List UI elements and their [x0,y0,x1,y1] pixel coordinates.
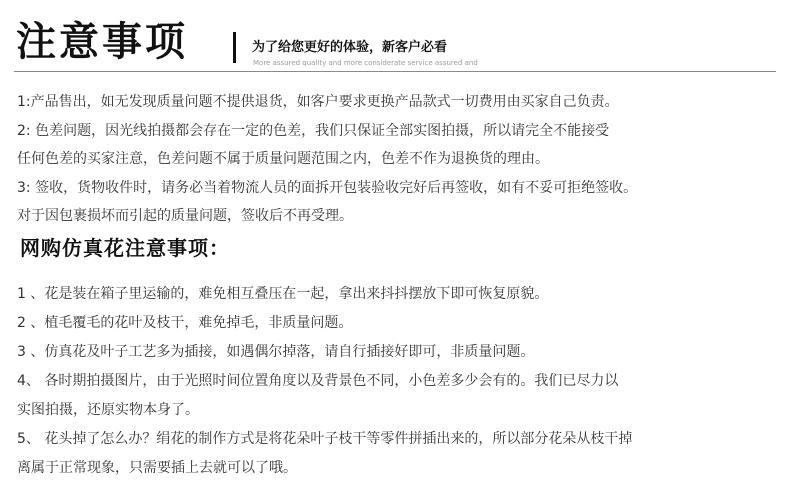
page-subtitle-english: More assured quality and more considerate service assured and [253,59,478,67]
section-title: 网购仿真花注意事项： [20,236,230,260]
artificial-flower-notes [17,280,782,483]
page-subtitle: 为了给您更好的体验，新客户必看 [252,40,448,55]
item-line: 实图拍摄，还原实物本身了。 [17,402,199,418]
header-divider [14,71,776,72]
title-divider [233,32,236,63]
note-line: 3: 签收，货物收件时，请务必当着物流人员的面拆开包装验收完好后再签收，如有不妥可拒绝签收。 [17,179,638,196]
note-line: 对于因包裹损坏而引起的质量问题，签收后不再受理。 [17,208,353,224]
note-line: 2: 色差问题，因光线拍摄都会存在一定的色差，我们只保证全部实图拍摄，所以请完全不能接受 [17,122,610,139]
general-notes [17,88,782,231]
note-line: 任何色差的买家注意，色差问题不属于质量问题范围之内，色差不作为退换货的理由。 [17,151,549,167]
item-line: 5、 花头掉了怎么办？绢花的制作方式是将花朵叶子枝干等零件拼插出来的，所以部分花朵从枝干掉 [17,431,633,447]
item-line: 1 、花是装在箱子里运输的，难免相互叠压在一起，拿出来抖抖摆放下即可恢复原貌。 [17,286,549,302]
note-line: 1:产品售出，如无发现质量问题不提供退货，如客户要求更换产品款式一切费用由买家自己负责。 [17,94,619,110]
item-line: 4、 各时期拍摄图片，由于光照时间位置角度以及背景色不同，小色差多少会有的。我们已尽力以 [17,373,619,389]
item-line: 2 、植毛覆毛的花叶及枝干，难免掉毛，非质量问题。 [17,315,353,331]
item-line: 3 、仿真花及叶子工艺多为插接，如遇偶尔掉落，请自行插接好即可，非质量问题。 [17,344,535,360]
item-line: 离属于正常现象，只需要插上去就可以了哦。 [17,460,297,476]
page-title: 注意事项 [16,19,188,65]
page-header [0,0,790,76]
